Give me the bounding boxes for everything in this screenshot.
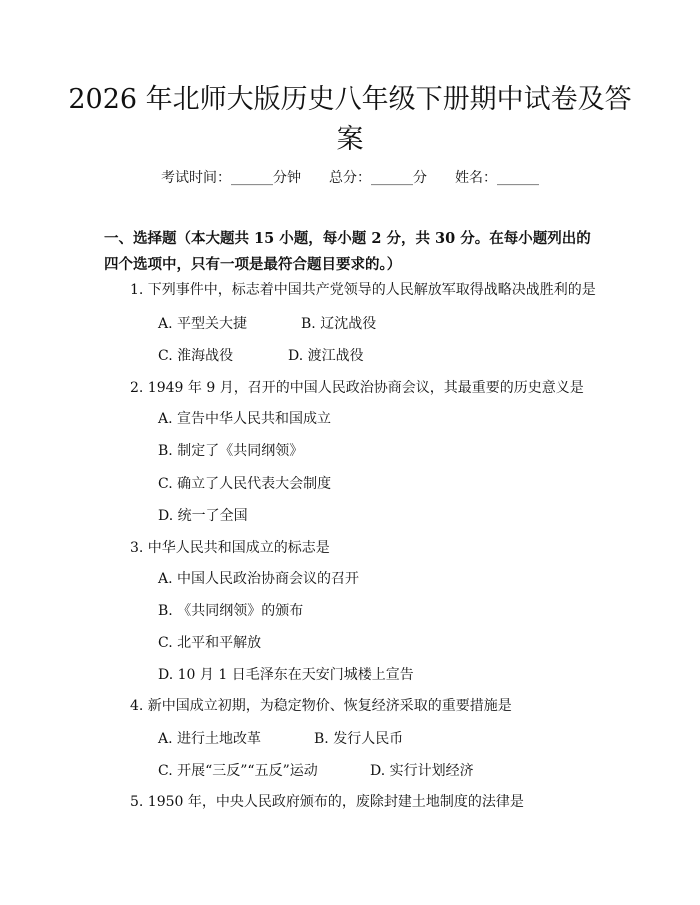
question-4-option-c: C. 开展“三反”“五反”运动 <box>158 763 318 779</box>
question-2-option-b: B. 制定了《共同纲领》 <box>158 443 304 459</box>
question-5: 5. 1950 年，中央人民政府颁布的，废除封建土地制度的法律是 <box>130 794 524 810</box>
section-one-heading: 一、选择题（本大题共 15 小题，每小题 2 分，共 30 分。在每小题列出的四个选项中，只有一项是最符合题目要求的。） <box>104 230 591 273</box>
question-4: 4. 新中国成立初期，为稳定物价、恢复经济采取的重要措施是 <box>130 698 512 714</box>
question-3-option-d: D. 10 月 1 日毛泽东在天安门城楼上宣告 <box>158 667 414 683</box>
question-3: 3. 中华人民共和国成立的标志是 <box>130 540 330 556</box>
question-1: 1. 下列事件中，标志着中国共产党领导的人民解放军取得战略决战胜利的是 <box>130 282 596 298</box>
question-1-option-c: C. 淮海战役 <box>158 348 234 364</box>
exam-title: 2026 年北师大版历史八年级下册期中试卷及答案 <box>68 84 632 155</box>
question-1-option-b: B. 辽沈战役 <box>301 316 377 332</box>
question-2-option-a: A. 宣告中华人民共和国成立 <box>158 411 332 427</box>
question-4-option-b: B. 发行人民币 <box>314 731 404 747</box>
question-2: 2. 1949 年 9 月，召开的中国人民政治协商会议，其最重要的历史意义是 <box>130 380 584 396</box>
question-3-option-c: C. 北平和平解放 <box>158 635 262 651</box>
question-4-option-d: D. 实行计划经济 <box>370 763 474 779</box>
question-2-option-c: C. 确立了人民代表大会制度 <box>158 476 332 492</box>
question-3-option-b: B. 《共同纲领》的颁布 <box>158 603 304 619</box>
question-1-option-a: A. 平型关大捷 <box>158 316 248 332</box>
question-4-option-a: A. 进行土地改革 <box>158 731 262 747</box>
question-3-option-a: A. 中国人民政治协商会议的召开 <box>158 571 360 587</box>
exam-info: 考试时间：______分钟 总分：______分 姓名：______ <box>161 170 539 186</box>
question-2-option-d: D. 统一了全国 <box>158 508 248 524</box>
question-1-option-d: D. 渡江战役 <box>288 348 364 364</box>
